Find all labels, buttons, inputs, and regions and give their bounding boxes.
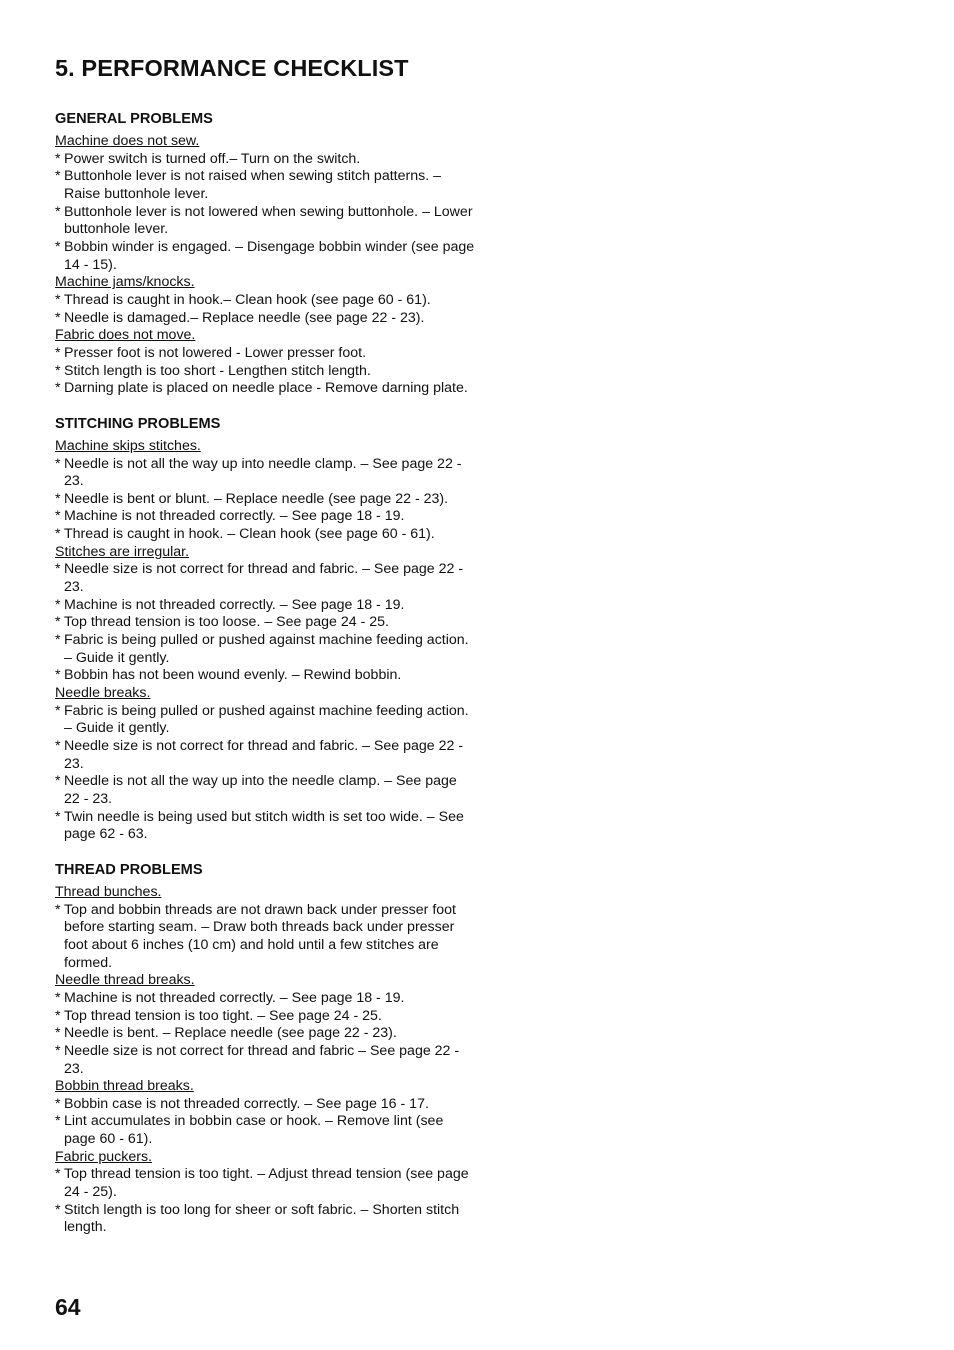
item-text: Needle is not all the way up into needle clamp. – See page 22 - 23. [64, 455, 462, 490]
problem-title: Machine skips stitches. [55, 437, 201, 454]
item-text: Needle is bent. – Replace needle (see page 22 - 23). [64, 1025, 397, 1042]
bullet-asterisk: * [55, 632, 61, 649]
item-text: Darning plate is placed on needle place - Remove darning plate. [64, 380, 468, 397]
checklist-item [55, 1202, 475, 1237]
item-text: Stitch length is too long for sheer or soft fabric. – Shorten stitch length. [64, 1201, 460, 1236]
bullet-asterisk: * [55, 1042, 61, 1059]
bullet-asterisk: * [55, 901, 61, 918]
bullet-asterisk: * [55, 362, 61, 379]
checklist-item [55, 168, 475, 203]
section-heading: GENERAL PROBLEMS [55, 111, 213, 127]
checklist-item [55, 703, 475, 738]
problem-title: Fabric does not move. [55, 327, 196, 344]
problem-title: Fabric puckers. [55, 1148, 152, 1165]
checklist-item [55, 491, 475, 509]
item-text: Thread is caught in hook. – Clean hook (see page 60 - 61). [64, 526, 435, 543]
problem-group [55, 274, 475, 327]
problem-group [55, 133, 475, 274]
checklist-item [55, 526, 475, 544]
bullet-asterisk: * [55, 1201, 61, 1218]
checklist-item [55, 632, 475, 667]
bullet-asterisk: * [55, 561, 61, 578]
checklist-item [55, 363, 475, 381]
bullet-asterisk: * [55, 168, 61, 185]
item-text: Top thread tension is too tight. – See page 24 - 25. [64, 1007, 382, 1024]
item-text: Buttonhole lever is not raised when sewing stitch patterns. – Raise buttonhole lever. [64, 168, 441, 202]
item-text: Twin needle is being used but stitch width is set too wide. – See page 62 - 63. [64, 808, 464, 843]
item-text: Needle size is not correct for thread and fabric – See page 22 - 23. [64, 1042, 460, 1077]
item-text: Needle size is not correct for thread and fabric. – See page 22 - 23. [64, 561, 464, 596]
checklist-item [55, 204, 475, 239]
item-text: Presser foot is not lowered - Lower presser foot. [64, 344, 367, 361]
section-heading: THREAD PROBLEMS [55, 861, 203, 878]
item-text: Bobbin has not been wound evenly. – Rewind bobbin. [64, 667, 402, 684]
item-text: Top thread tension is too tight. – Adjust thread tension (see page 24 - 25). [64, 1166, 469, 1201]
bullet-asterisk: * [55, 455, 61, 472]
bullet-asterisk: * [55, 989, 61, 1006]
checklist-item [55, 151, 475, 169]
item-text: Buttonhole lever is not lowered when sewing buttonhole. – Lower buttonhole lever. [64, 203, 473, 238]
bullet-asterisk: * [55, 526, 61, 543]
item-text: Top thread tension is too loose. – See page 24 - 25. [64, 614, 389, 631]
bullet-asterisk: * [55, 667, 61, 684]
bullet-asterisk: * [55, 238, 61, 255]
bullet-asterisk: * [55, 614, 61, 631]
problem-group [55, 327, 475, 398]
item-text: Machine is not threaded correctly. – See page 18 - 19. [64, 508, 405, 525]
item-text: Needle is damaged.– Replace needle (see page 22 - 23). [64, 309, 425, 326]
checklist-item [55, 292, 475, 310]
item-text: Needle is bent or blunt. – Replace needle (see page 22 - 23). [64, 490, 449, 507]
section-heading: STITCHING PROBLEMS [55, 415, 221, 432]
item-text: Needle is not all the way up into the needle clamp. – See page 22 - 23. [64, 773, 457, 807]
problem-title: Machine jams/knocks. [55, 274, 195, 291]
problem-group [55, 544, 475, 685]
problem-title: Machine does not sew. [55, 133, 200, 149]
checklist-item [55, 902, 475, 973]
checklist-item [55, 1113, 475, 1148]
checklist-item [55, 738, 475, 773]
checklist-item [55, 456, 475, 491]
item-text: Fabric is being pulled or pushed against machine feeding action. – Guide it gently. [64, 702, 469, 737]
item-text: Bobbin winder is engaged. – Disengage bobbin winder (see page 14 - 15). [64, 238, 475, 273]
bullet-asterisk: * [55, 203, 61, 220]
checklist-item [55, 239, 475, 274]
item-text: Power switch is turned off.– Turn on the switch. [64, 150, 361, 167]
bullet-asterisk: * [55, 508, 61, 525]
bullet-asterisk: * [55, 150, 61, 167]
bullet-asterisk: * [55, 596, 61, 613]
checklist-item [55, 1043, 475, 1078]
bullet-asterisk: * [55, 702, 61, 719]
checklist-item [55, 380, 475, 398]
bullet-asterisk: * [55, 291, 61, 308]
bullet-asterisk: * [55, 738, 61, 754]
item-text: Needle size is not correct for thread and fabric. – See page 22 - 23. [64, 738, 464, 772]
checklist-item [55, 1008, 475, 1026]
checklist-item [55, 561, 475, 596]
checklist-item [55, 1096, 475, 1114]
checklist-item [55, 345, 475, 363]
bullet-asterisk: * [55, 1113, 61, 1130]
bullet-asterisk: * [55, 380, 61, 397]
problem-title: Thread bunches. [55, 883, 162, 900]
section [55, 861, 475, 1237]
checklist-item [55, 773, 475, 808]
problem-group [55, 972, 475, 1078]
checklist-item [55, 809, 475, 844]
checklist-item [55, 508, 475, 526]
page-title: 5. PERFORMANCE CHECKLIST [55, 55, 409, 81]
bullet-asterisk: * [55, 344, 61, 361]
checklist-item [55, 667, 475, 685]
checklist-item [55, 614, 475, 632]
problem-group [55, 1078, 475, 1149]
checklist-item [55, 1025, 475, 1043]
problem-group [55, 438, 475, 544]
checklist-item [55, 597, 475, 615]
item-text: Fabric is being pulled or pushed against machine feeding action. – Guide it gently. [64, 632, 469, 666]
bullet-asterisk: * [55, 773, 61, 790]
problem-title: Needle thread breaks. [55, 972, 195, 989]
checklist-item [55, 310, 475, 328]
item-text: Machine is not threaded correctly. – See page 18 - 19. [64, 596, 405, 613]
problem-title: Bobbin thread breaks. [55, 1078, 194, 1095]
page-number: 64 [55, 1294, 81, 1320]
item-text: Lint accumulates in bobbin case or hook. – Remove lint (see page 60 - 61). [64, 1113, 444, 1148]
section [55, 110, 475, 398]
bullet-asterisk: * [55, 490, 61, 507]
problem-group [55, 685, 475, 844]
checklist-item [55, 990, 475, 1008]
checklist-content [55, 110, 475, 1254]
bullet-asterisk: * [55, 309, 61, 326]
bullet-asterisk: * [55, 1007, 61, 1024]
problem-title: Needle breaks. [55, 685, 151, 702]
item-text: Thread is caught in hook.– Clean hook (see page 60 - 61). [64, 291, 431, 308]
problem-group [55, 1149, 475, 1237]
bullet-asterisk: * [55, 1166, 61, 1183]
item-text: Stitch length is too short - Lengthen stitch length. [64, 362, 371, 379]
checklist-item [55, 1166, 475, 1201]
item-text: Machine is not threaded correctly. – See page 18 - 19. [64, 989, 405, 1006]
bullet-asterisk: * [55, 808, 61, 825]
bullet-asterisk: * [55, 1025, 61, 1042]
item-text: Bobbin case is not threaded correctly. – See page 16 - 17. [64, 1095, 429, 1112]
problem-group [55, 884, 475, 972]
problem-title: Stitches are irregular. [55, 543, 190, 560]
section [55, 415, 475, 844]
item-text: Top and bobbin threads are not drawn back under presser foot before starting seam. – Draw both threads back under presser foot about 6 inches (10 cm) and hold until a few stitches are formed. [64, 901, 456, 971]
bullet-asterisk: * [55, 1095, 61, 1112]
